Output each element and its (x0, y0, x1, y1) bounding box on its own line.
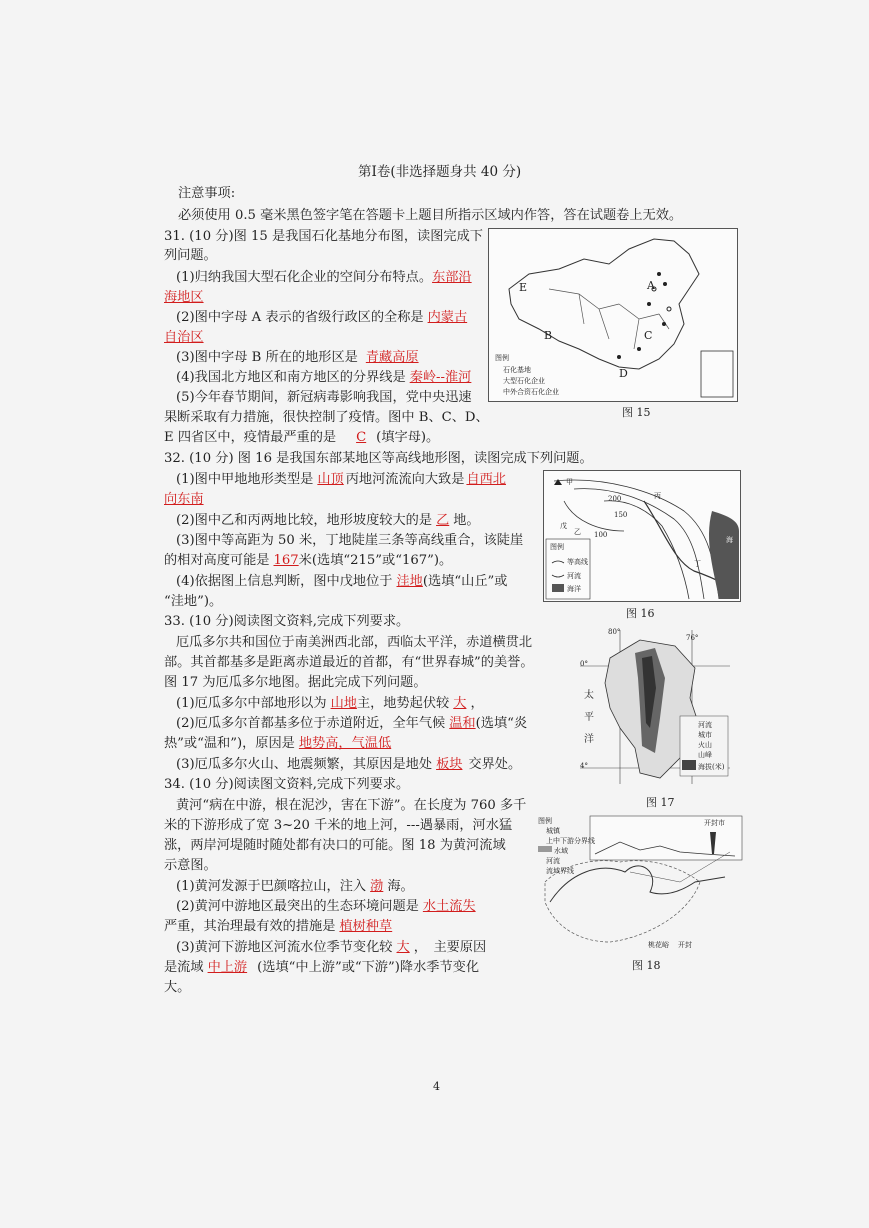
fig17-legend-4: 山峰 (698, 751, 712, 759)
answer-32-1c: 向东南 (164, 492, 204, 507)
q34-material-4: 示意图。 (164, 858, 217, 873)
answer-34-1: 渤 (370, 879, 384, 894)
q34-part2: (2)黄河中游地区最突出的生态环境问题是 水土流失 (176, 899, 476, 914)
fig18-legend-1: 城镇 (546, 827, 560, 835)
fig17-coord-0: 0° (580, 660, 588, 668)
q34-material-2: 米的下游形成了宽 3~20 千米的地上河，---遇暴雨，河水猛 (164, 818, 513, 833)
fig18-legend-3: 水域 (554, 847, 568, 855)
answer-34-2a: 水土流失 (422, 899, 476, 914)
fig16-contour-200: 200 (608, 495, 622, 503)
answer-31-3: 青藏高原 (365, 350, 419, 365)
fig16-legend-3: 海洋 (567, 585, 581, 593)
fig16-legend-2: 河流 (567, 572, 581, 580)
answer-32-4: 洼地 (396, 574, 423, 589)
q32-part4: (4)依据图上信息判断，图中戊地位于 洼地(选填“山丘”或 (176, 574, 508, 589)
q31-part1: (1)归纳我国大型石化企业的空间分布特点。东部沿 (176, 270, 472, 285)
fig17-coord-76: 76° (686, 634, 699, 642)
q32-part1: (1)图中甲地地形类型是 山顶 丙地河流流向大致是 自西北 (176, 472, 506, 487)
q31-part3: (3)图中字母 B 所在的地形区是 青藏高原 (176, 350, 419, 365)
q33-part2: (2)厄瓜多尔首都基多位于赤道附近，全年气候 温和(选填“炎 (176, 716, 528, 731)
q32-part2: (2)图中乙和丙两地比较，地形坡度较大的是 乙 地。 (176, 513, 480, 528)
q34-part2b: 严重，其治理最有效的措施是 植树种草 (164, 917, 400, 936)
q33-material-1: 厄瓜多尔共和国位于南美洲西北部，西临太平洋，赤道横贯北 (176, 635, 533, 650)
notice-text: 必须使用 0.5 毫米黑色签字笔在答题卡上题目所指示区域内作答，答在试题卷上无效。 (178, 208, 683, 223)
fig18-label-taohuayu: 桃花峪 (648, 941, 669, 949)
answer-33-2b: 地势高，气温低 (298, 736, 392, 751)
fig17-legend-3: 火山 (698, 741, 712, 749)
fig15-label-c: C (644, 329, 653, 342)
fig17-caption: 图 17 (646, 796, 675, 809)
fig16-label-yi: 乙 (574, 528, 581, 536)
answer-34-3a: 大 (396, 940, 410, 955)
answer-31-2b: 自治区 (164, 330, 204, 345)
answer-34-3b: 中上游 (207, 960, 248, 975)
fig15-caption: 图 15 (622, 406, 651, 419)
fig16-label-sea: 海 (726, 536, 733, 544)
fig18-legend-2: 上中下游分界线 (546, 837, 595, 845)
answer-32-3: 167 (273, 553, 299, 568)
q34-intro: 34. (10 分)阅读图文资料,完成下列要求。 (164, 777, 410, 792)
fig17-ocean-3: 洋 (584, 734, 594, 745)
fig15-label-b: B (544, 329, 553, 342)
fig15-legend-2: 大型石化企业 (503, 377, 545, 385)
fig16-contour-100: 100 (594, 531, 608, 539)
q34-part3: (3)黄河下游地区河流水位季节变化较 大 ， 主要原因 (176, 940, 487, 955)
q32-part4c: “洼地”)。 (164, 594, 223, 609)
fig15-legend-title: 图例 (495, 354, 509, 362)
q33-material-3: 图 17 为厄瓜多尔地图。据此完成下列问题。 (164, 675, 427, 690)
fig18-legend-title: 图例 (538, 817, 552, 825)
fig17-legend-5: 海拔(米) (698, 763, 725, 771)
figure-18-yellow-river-map (530, 812, 745, 952)
answer-31-1b: 海地区 (164, 290, 204, 305)
q32-part3b: 的相对高度可能是 167米(选填“215”或“167”)。 (164, 553, 453, 568)
q31-part5b: 果断采取有力措施，很快控制了疫情。图中 B、C、D、 (164, 410, 489, 425)
answer-33-3: 板块 (436, 757, 463, 772)
q33-part2c: 热”或“温和”)，原因是 地势高，气温低 (164, 736, 392, 751)
q33-part1: (1)厄瓜多尔中部地形以为 山地主，地势起伏较 大 ， (176, 696, 484, 711)
q34-material-1: 黄河“病在中游，根在泥沙，害在下游”。在长度为 760 多千 (176, 798, 527, 813)
fig15-label-d: D (619, 367, 628, 380)
q31-part4: (4)我国北方地区和南方地区的分界线是 秦岭--淮河 (176, 370, 472, 385)
fig16-caption: 图 16 (626, 607, 655, 620)
q31-intro-1: 31. (10 分)图 15 是我国石化基地分布图，读图完成下 (164, 229, 483, 244)
fig16-legend-title: 图例 (550, 543, 564, 551)
q32-part3a: (3)图中等高距为 50 米，丁地陡崖三条等高线重合，该陡崖 (176, 533, 524, 548)
answer-32-1a: 山顶 (317, 472, 344, 487)
fig18-caption: 图 18 (632, 959, 661, 972)
figure-16-contour-map (543, 470, 741, 602)
page-number: 4 (433, 1080, 440, 1093)
fig17-legend-1: 河流 (698, 721, 712, 729)
figure-15-china-petrochemical-map (488, 228, 738, 402)
q34-part3e: 大。 (164, 980, 191, 995)
answer-31-2a: 内蒙古 (427, 310, 468, 325)
fig17-coord-4: 4° (580, 762, 588, 770)
answer-31-5: C (356, 430, 367, 445)
fig16-contour-150: 150 (614, 511, 628, 519)
answer-32-2: 乙 (436, 513, 450, 528)
q31-part5a: (5)今年春节期间，新冠病毒影响我国，党中央迅速 (176, 390, 472, 405)
fig15-legend-1: 石化基地 (503, 366, 531, 374)
fig16-legend-1: 等高线 (567, 558, 588, 566)
answer-33-1a: 山地 (330, 696, 357, 711)
answer-33-1b: 大 (453, 696, 467, 711)
section-title: 第Ⅰ卷(非选择题身共 40 分) (358, 164, 522, 180)
yellow-river-graphic (530, 812, 745, 952)
fig17-coord-80: 80° (608, 628, 621, 636)
q34-part1: (1)黄河发源于巴颜喀拉山，注入 渤 海。 (176, 879, 414, 894)
notice-label: 注意事项: (178, 186, 236, 201)
q31-part5c: E 四省区中，疫情最严重的是 C (填字母)。 (164, 430, 440, 445)
fig15-label-a: A (647, 279, 655, 292)
fig16-label-wu: 戊 (560, 522, 567, 530)
q34-material-3: 涨，两岸河堤随时随处都有决口的可能。图 18 为黄河流域 (164, 838, 506, 853)
fig16-label-bing: 丙 (654, 492, 661, 500)
fig16-label-ding: 丁 (694, 560, 701, 568)
q34-part3c: 是流域 中上游 (选填“中上游”或“下游”)降水季节变化 (164, 960, 480, 975)
fig15-label-e: E (519, 281, 528, 294)
fig16-label-jia: 甲 (566, 478, 573, 486)
fig18-label-kaifeng-city: 开封市 (704, 819, 725, 827)
fig15-legend-3: 中外合资石化企业 (503, 388, 559, 396)
answer-33-2a: 温和 (449, 716, 476, 731)
q33-material-2: 部。其首都基多是距离赤道最近的首都，有“世界春城”的美誉。 (164, 655, 534, 670)
fig17-legend-2: 城市 (698, 731, 712, 739)
fig17-ocean-1: 太 (584, 690, 594, 701)
answer-31-4: 秦岭--淮河 (409, 370, 472, 385)
fig18-label-kaifeng: 开封 (678, 941, 692, 949)
q32-intro: 32. (10 分) 图 16 是我国东部某地区等高线地形图，读图完成下列问题。 (164, 451, 593, 466)
answer-34-2b: 植树种草 (339, 919, 393, 934)
answer-31-1a: 东部沿 (432, 270, 472, 285)
figure-17-ecuador-map (580, 628, 730, 786)
fig18-legend-4: 河流 (546, 857, 560, 865)
q31-part2: (2)图中字母 A 表示的省级行政区的全称是 内蒙古 (176, 310, 468, 325)
q33-intro: 33. (10 分)阅读图文资料,完成下列要求。 (164, 614, 410, 629)
q31-intro-2: 列问题。 (164, 248, 217, 263)
q33-part3: (3)厄瓜多尔火山、地震频繁，其原因是地处 板块 交界处。 (176, 757, 522, 772)
fig18-legend-5: 流域界线 (546, 867, 574, 875)
fig17-ocean-2: 平 (584, 712, 594, 723)
answer-32-1b: 自西北 (466, 472, 506, 487)
